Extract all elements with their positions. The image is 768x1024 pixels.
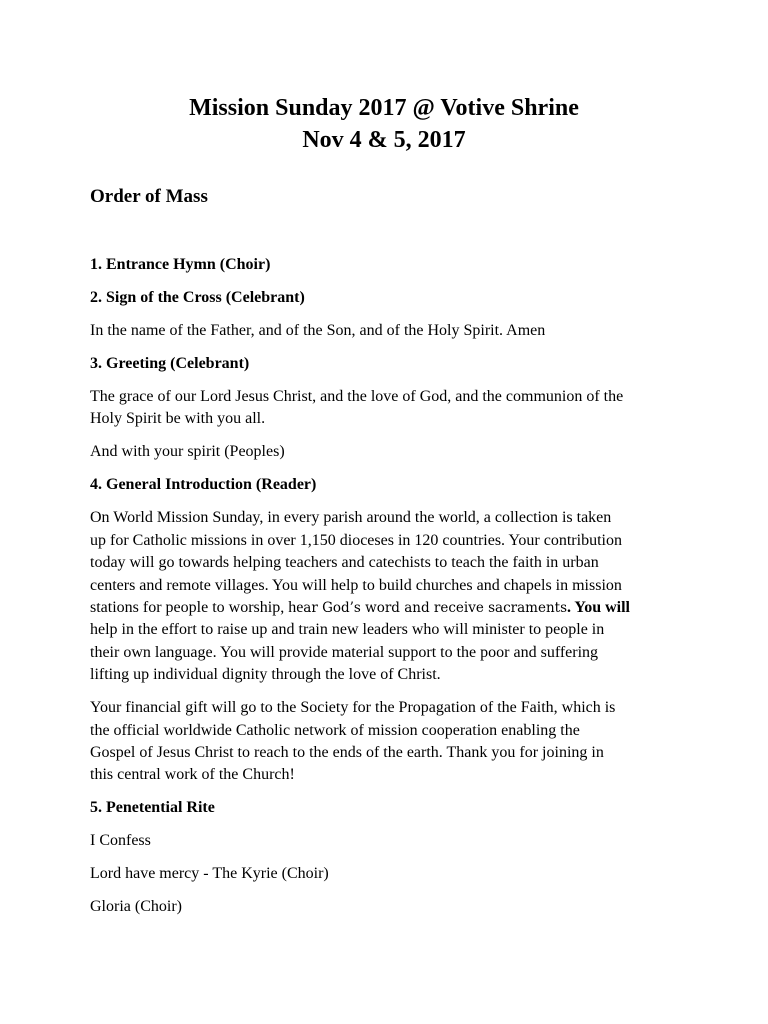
paragraph-line: help in the effort to raise up and train new leaders who will minister to people in	[90, 621, 605, 639]
line-segment-alt-font: ar God’s word and receive sacraments	[303, 600, 567, 617]
paragraph-line: Holy Spirit be with you all.	[90, 410, 266, 428]
paragraph-line: I Confess	[90, 832, 151, 850]
paragraph-line: their own language. You will provide material support to the poor and suffering	[90, 643, 599, 661]
paragraph-line: up for Catholic missions in over 1,150 dioceses in 120 countries. Your contribution	[90, 531, 622, 549]
paragraph	[90, 386, 678, 431]
paragraph-line: And with your spirit (Peoples)	[90, 443, 285, 461]
paragraph	[90, 320, 678, 342]
paragraph-line: In the name of the Father, and of the Son, and of the Holy Spirit. Amen	[90, 322, 546, 339]
part-heading: 3. Greeting (Celebrant)	[90, 355, 250, 372]
document-body	[0, 185, 678, 919]
paragraph	[90, 697, 678, 787]
paragraph-line: Gloria (Choir)	[90, 898, 182, 916]
paragraph-line: On World Mission Sunday, in every parish around the world, a collection is taken	[90, 509, 612, 527]
paragraph	[90, 896, 678, 918]
paragraph-line-mixed-font	[90, 597, 678, 619]
title-date-line: Nov 4 & 5, 2017	[302, 127, 466, 153]
part-heading: 4. General Introduction (Reader)	[90, 476, 317, 494]
part-heading: 1. Entrance Hymn (Choir)	[90, 256, 271, 273]
section-heading: Order of Mass	[90, 186, 208, 207]
paragraph-line: centers and remote villages. You will help to build churches and chapels in mission	[90, 576, 622, 594]
paragraph-line: today will go towards helping teachers and catechists to teach the faith in urban	[90, 554, 599, 572]
part-heading: 5. Penetential Rite	[90, 799, 215, 817]
paragraph-line: Lord have mercy - The Kyrie (Choir)	[90, 865, 329, 883]
paragraph-line: this central work of the Church!	[90, 766, 295, 784]
paragraph-line: lifting up individual dignity through the love of Christ.	[90, 666, 441, 684]
paragraph	[90, 441, 678, 463]
part-heading: 2. Sign of the Cross (Celebrant)	[90, 289, 305, 306]
paragraph-line: Your financial gift will go to the Society for the Propagation of the Faith, which is	[90, 699, 616, 717]
document-title	[0, 92, 768, 156]
line-segment: stations for people to worship, he	[90, 599, 304, 617]
paragraph	[90, 830, 678, 852]
paragraph-line: Gospel of Jesus Christ to reach to the ends of the earth. Thank you for joining in	[90, 744, 604, 762]
title-line: Mission Sunday 2017 @ Votive Shrine	[189, 95, 579, 121]
paragraph	[90, 863, 678, 885]
line-segment-bold: . You will	[567, 599, 630, 617]
paragraph-line: the official worldwide Catholic network of mission cooperation enabling the	[90, 721, 580, 739]
paragraph-line: The grace of our Lord Jesus Christ, and the love of God, and the communion of the	[90, 388, 624, 405]
paragraph	[90, 507, 678, 686]
